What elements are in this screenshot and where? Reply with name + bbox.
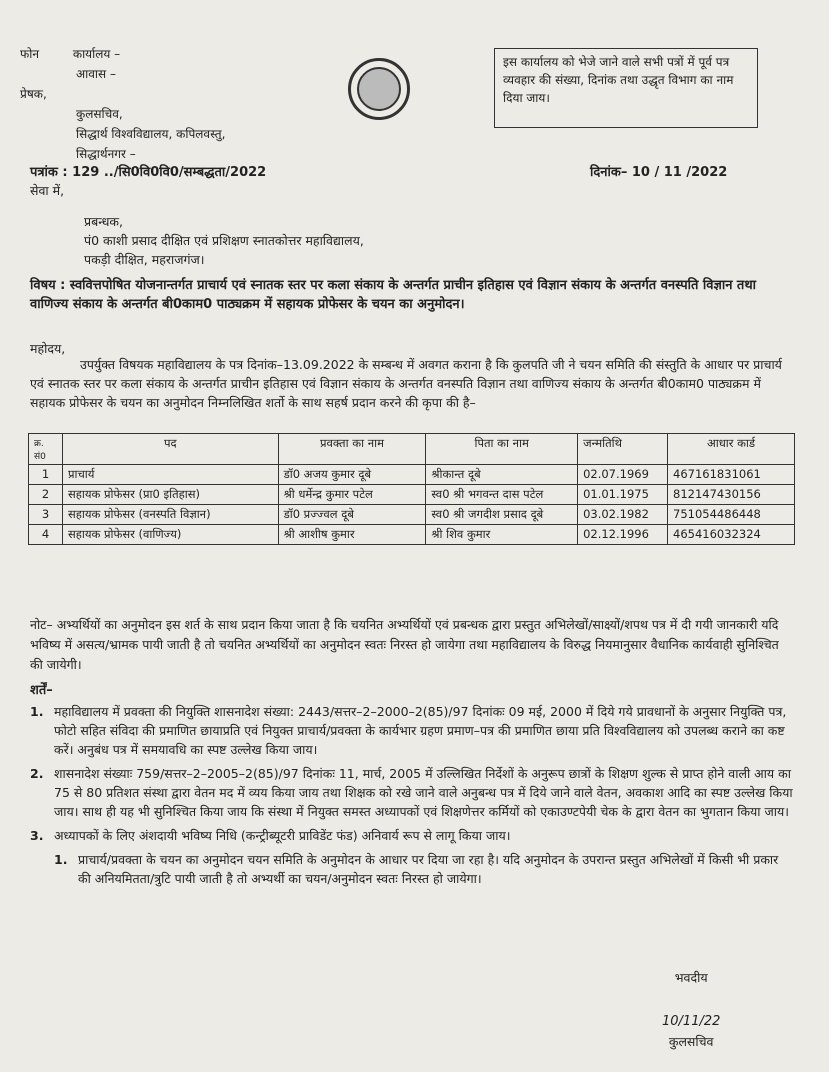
header-cell: पद — [62, 434, 278, 465]
candidates-table — [28, 433, 795, 545]
table-row — [29, 505, 795, 525]
cell: डॉ0 प्रज्ज्वल दूबे — [278, 505, 426, 525]
condition-number: 1. — [54, 852, 68, 867]
phone-label: फोन — [20, 47, 40, 61]
bhavdiya: भवदीय — [674, 970, 708, 985]
recipient-line: प्रबन्धक, — [84, 214, 123, 229]
condition-text: अध्यापकों के लिए अंशदायी भविष्य निधि (कन्ट्रीब्यूटरी प्राविडेंट फंड) अनिवार्य रूप से लागू किया जाय। — [54, 828, 511, 843]
signature-block — [662, 968, 720, 1052]
header-cell: प्रवक्ता का नाम — [278, 434, 426, 465]
residence-label: आवास – — [76, 67, 116, 81]
table-row — [29, 465, 795, 485]
cell: 467161831061 — [668, 465, 795, 485]
header-cell: आधार कार्ड — [668, 434, 795, 465]
condition-number: 3. — [30, 828, 44, 843]
seva-me: सेवा में, — [30, 183, 65, 198]
letter-number: पत्रांक : 129 ../सि0वि0वि0/सम्बद्धता/2022 — [30, 165, 267, 180]
condition-text: महाविद्यालय में प्रवक्ता की नियुक्ति शासनादेश संख्या: 2443/सत्तर–2–2000–2(85)/97 दिनांकः 09 मई, 2000 में दिये गये प्रावधानों के अनुसार नियुक्ति पत्र, फोटो सहित संविदा की प्रमाणित छायाप्रति एवं नियुक्त प्राचार्य/प्रवक्ता के कार्यभार ग्रहण प्रमाण–पत्र की प्रमाणित छाया प्रति विश्वविद्यालय को उपलब्ध कराने का कष्ट करें। अनुबंध पत्र में समयावधि का स्पष्ट उल्लेख किया जाय। — [54, 704, 787, 757]
cell: 01.01.1975 — [578, 485, 668, 505]
note-paragraph: नोट– अभ्यर्थियों का अनुमोदन इस शर्त के साथ प्रदान किया जाता है कि चयनित अभ्यर्थियों एवं प्रबन्धक द्वारा प्रस्तुत अभिलेखों/साक्ष्यों/शपथ पत्र में दी गयी जानकारी यदि भविष्य में असत्य/भ्रामक पायी जाती है तो चयनित अभ्यर्थियों का अनुमोदन स्वतः निरस्त हो जायेगा तथा महाविद्यालय के विरुद्ध नियमानुसार वैधानिक कार्यवाही सुनिश्चित की जायेगी। — [30, 617, 779, 672]
body-paragraph: उपर्युक्त विषयक महाविद्यालय के पत्र दिनांक–13.09.2022 के सम्बन्ध में अवगत कराना है कि कुलपति जी ने चयन समिति की संस्तुति के आधार पर प्राचार्य एवं स्नातक स्तर पर कला संकाय के अन्तर्गत प्राचीन इतिहास एवं विज्ञान संकाय के अन्तर्गत वनस्पति विज्ञान तथा वाणिज्य संकाय के अन्तर्गत बी0काम0 पाठ्यक्रम में सहायक प्रोफेसर के चयन का अनुमोदन निम्नलिखित शर्तो के साथ सहर्ष प्रदान करने की कृपा की है– — [30, 357, 782, 410]
cell: 2 — [29, 485, 63, 505]
cell: स्व0 श्री भगवन्त दास पटेल — [426, 485, 578, 505]
cell: स्व0 श्री जगदीश प्रसाद दूबे — [426, 505, 578, 525]
cell: 465416032324 — [668, 525, 795, 545]
header-left — [20, 44, 225, 164]
cell: 3 — [29, 505, 63, 525]
cell: श्रीकान्त दूबे — [426, 465, 578, 485]
subject: विषय : स्ववित्तपोषित योजनान्तर्गत प्राचार्य एवं स्नातक स्तर पर कला संकाय के अन्तर्गत प्राचीन इतिहास एवं विज्ञान संकाय के अन्तर्गत वनस्पति विज्ञान तथा वाणिज्य संकाय के अन्तर्गत बी0काम0 पाठ्यक्रम में सहायक प्रोफेसर के चयन का अनुमोदन। — [30, 278, 757, 312]
cell: 4 — [29, 525, 63, 545]
cell: प्राचार्य — [62, 465, 278, 485]
table-row — [29, 485, 795, 505]
cell: सहायक प्रोफेसर (प्रा0 इतिहास) — [62, 485, 278, 505]
cell: 03.02.1982 — [578, 505, 668, 525]
table-header-row — [29, 434, 795, 465]
cell: 02.07.1969 — [578, 465, 668, 485]
condition-text: शासनादेश संख्याः 759/सत्तर–2–2005–2(85)/97 दिनांकः 11, मार्च, 2005 में उल्लिखित निर्देशों के अनुरूप छात्रों के शिक्षण शुल्क से प्राप्त होने वाली आय का 75 से 80 प्रतिशत संस्था द्वारा वेतन मद में व्यय किया जाय तथा शिक्षक को रखे जाने वाले अनुबन्ध पत्र में दिये जाने वाले वेतन, अवकाश आदि का स्पष्ट उल्लेख किया जाय। साथ ही यह भी सुनिश्चित किया जाय कि संस्था में नियुक्त समस्त अध्यापकों एवं शिक्षणेत्तर कर्मियों को एकाउण्टपेयी चेक के द्वारा वेतन का भुगतान किया जाय। — [54, 766, 793, 819]
cell: श्री आशीष कुमार — [278, 525, 426, 545]
sender-title: कुलसचिव, — [76, 107, 123, 121]
cell: 1 — [29, 465, 63, 485]
header-cell: जन्मतिथि — [578, 434, 668, 465]
cell: श्री शिव कुमार — [426, 525, 578, 545]
condition-item — [54, 850, 795, 888]
conditions-list — [30, 702, 795, 893]
cell: सहायक प्रोफेसर (वनस्पति विज्ञान) — [62, 505, 278, 525]
condition-text: प्राचार्य/प्रवक्ता के चयन का अनुमोदन चयन समिति के अनुमोदन के आधार पर दिया जा रहा है। यदि अनुमोदन के उपरान्त प्रस्तुत अभिलेखों में किसी भी प्रकार की अनियमितता/त्रुटि पायी जाती है तो अभ्यर्थी का चयन/अनुमोदन स्वतः निरस्त हो जायेगा। — [78, 852, 779, 886]
cell: 751054486448 — [668, 505, 795, 525]
condition-number: 1. — [30, 704, 44, 719]
recipient-block — [84, 212, 364, 269]
header-cell: पिता का नाम — [426, 434, 578, 465]
cell: सहायक प्रोफेसर (वाणिज्य) — [62, 525, 278, 545]
designation: कुलसचिव — [668, 1034, 714, 1049]
cell: 812147430156 — [668, 485, 795, 505]
university-seal — [348, 58, 410, 120]
condition-item — [30, 764, 795, 821]
sender-place: सिद्धार्थनगर – — [76, 147, 136, 161]
header-cell: क्र. सं0 — [29, 434, 63, 465]
condition-number: 2. — [30, 766, 44, 781]
sender-label: प्रेषक, — [20, 87, 47, 101]
conditions-title: शर्तें– — [30, 683, 53, 698]
handwritten-signature-date: 10/11/22 — [662, 1014, 721, 1029]
cell: डॉ0 अजय कुमार दूबे — [278, 465, 426, 485]
cell: 02.12.1996 — [578, 525, 668, 545]
salutation: महोदय, — [30, 341, 66, 356]
condition-item — [30, 826, 795, 845]
table-row — [29, 525, 795, 545]
office-label: कार्यालय – — [72, 47, 121, 61]
sender-org: सिद्धार्थ विश्वविद्यालय, कपिलवस्तु, — [76, 127, 226, 141]
letter-date: दिनांक– 10 / 11 /2022 — [590, 165, 728, 180]
recipient-line: पं0 काशी प्रसाद दीक्षित एवं प्रशिक्षण स्नातकोत्तर महाविद्यालय, — [84, 233, 364, 248]
boxed-note: इस कार्यालय को भेजे जाने वाले सभी पत्रों में पूर्व पत्र व्यवहार की संख्या, दिनांक तथा उद्धृत विभाग का नाम दिया जाय। — [494, 48, 758, 128]
cell: श्री धर्मेन्द्र कुमार पटेल — [278, 485, 426, 505]
recipient-line: पकड़ी दीक्षित, महराजगंज। — [84, 252, 205, 267]
condition-item — [30, 702, 795, 759]
